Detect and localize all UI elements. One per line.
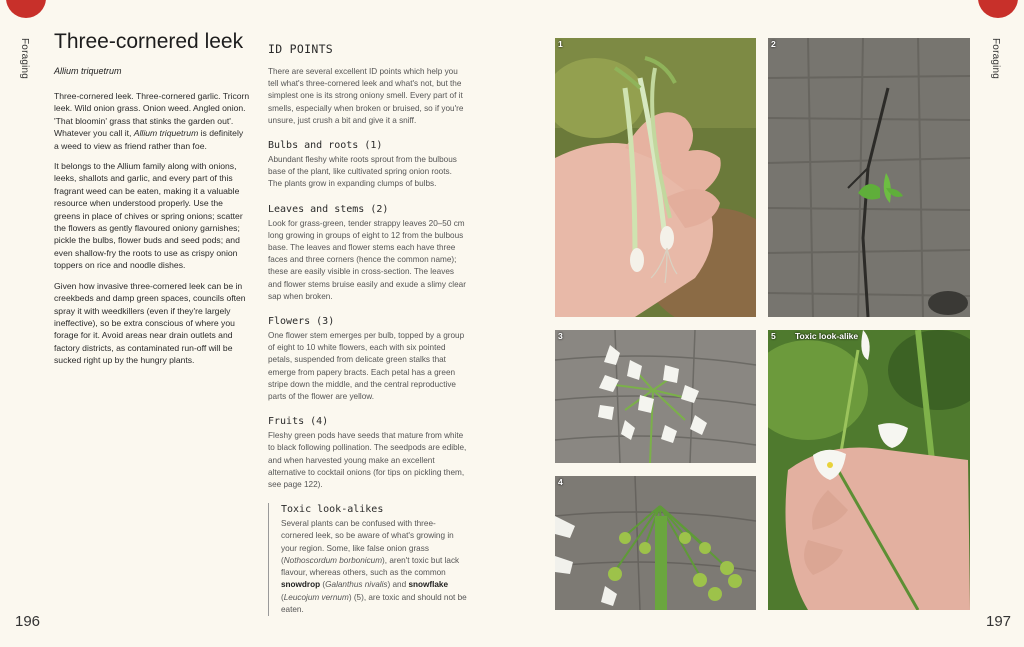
intro-paragraph: Three-cornered leek. Three-cornered garlic. Tricorn leek. Wild onion grass. Onion weed. Angled onion. 'That bloomin' grass that stinks the garden out'. Whatever you call it, Allium triquetrum is definitely a weed to view as friend rather than foe. [54, 91, 250, 151]
section-heading: Toxic look-alikes [281, 504, 384, 516]
photo-leaves-on-stump [768, 38, 970, 317]
id-points-intro: There are several excellent ID points which help you tell what's three-cornered leek and what's not, but the simplest one is its strong oniony smell. Every part of it smells, especially when broken or bruised, so if you're unsure, just crush a bit and give it a sniff. [268, 67, 464, 125]
intro-column [54, 90, 250, 375]
running-head-right: Foraging [990, 38, 1001, 80]
section-leaves [268, 203, 468, 303]
section-text: One flower stem emerges per bulb, topped by a group of eight to 10 white flowers, each with six pointed petals, suspended from delicate green stalks that emerge from papery bracts. Each petal has a green stripe down the middle, and the central reproductive parts of the flower are yellow. [268, 331, 465, 402]
id-points-column [268, 66, 468, 616]
photo-number: 4 [558, 477, 563, 487]
photo-caption: Toxic look-alike [795, 331, 859, 341]
id-points-heading: ID POINTS [268, 42, 334, 56]
intro-paragraph: Given how invasive three-cornered leek can be in creekbeds and damp green spaces, councils often spray it with weedkillers (even if they're largely ineffective), so be extra conscious of where you forage for it. Avoid areas near drain outlets and factory districts, as contaminated run-off will be sucked right up by the hungry plants. [54, 280, 246, 366]
section-text: Abundant fleshy white roots sprout from the bulbous base of the plant, like cultivated spring onion roots. The plants grow in expanding clumps of bulbs. [268, 155, 457, 189]
photo-flowers [555, 330, 756, 463]
photo-toxic-lookalike [768, 330, 970, 610]
section-flowers [268, 315, 468, 403]
photo-fruits [555, 476, 756, 610]
latin-name: Allium triquetrum [54, 66, 122, 76]
page-number-right: 197 [986, 613, 1012, 630]
photo-number: 1 [558, 39, 563, 49]
section-text: Fleshy green pods have seeds that mature from white to black following pollination. The seedpods are edible, and when harvested young make an excellent alternative to cocktail onions (for tips on pickling them, see page 122). [268, 431, 467, 490]
photo-number: 2 [771, 39, 776, 49]
section-heading: Leaves and stems (2) [268, 203, 389, 215]
section-heading: Bulbs and roots (1) [268, 140, 383, 152]
section-fruits [268, 415, 468, 491]
section-heading: Fruits (4) [268, 416, 329, 428]
photo-bulbs-and-roots [555, 38, 756, 317]
red-corner-dot [6, 0, 46, 18]
page-title: Three-cornered leek [54, 30, 244, 53]
intro-paragraph: It belongs to the Allium family along with onions, leeks, shallots and garlic, and every part of this fragrant weed can be eaten, making it a valuable resource when understood properly. Use the greens in place of chives or spring onions; scatter the flowers as gently flavoured oniony garnishes; pickle the bulbs, flower buds and seed pods; and even shallow-fry the roots to use as crispy onion toppers on rice and noodle dishes. [54, 161, 243, 271]
toxic-lookalikes-box [268, 503, 468, 616]
page-number-left: 196 [15, 613, 41, 630]
photo-number: 5 [771, 331, 776, 341]
section-text: Look for grass-green, tender strappy leaves 20–50 cm long growing in groups of eight to 12 from the bulbous base. The leaves and flower stems each have three faces and three corners (hence the common name); these are easily visible in cross-section. The leaves and flower stems bruise easily and exude a slimy clear sap when broken. [268, 218, 466, 301]
section-text: Several plants can be confused with three-cornered leek, so be aware of what's growing in your region. Some, like false onion grass (Nothoscordum borbonicum), aren't toxic but lack flavour, whereas others, such as the common snowdrop (Galanthus nivalis) and snowflake (Leucojum vernum) (5), are toxic and should not be eaten. [281, 519, 467, 614]
section-heading: Flowers (3) [268, 316, 335, 328]
running-head-left: Foraging [19, 38, 30, 80]
photo-number: 3 [558, 331, 563, 341]
section-bulbs [268, 139, 468, 191]
red-corner-dot [978, 0, 1018, 18]
